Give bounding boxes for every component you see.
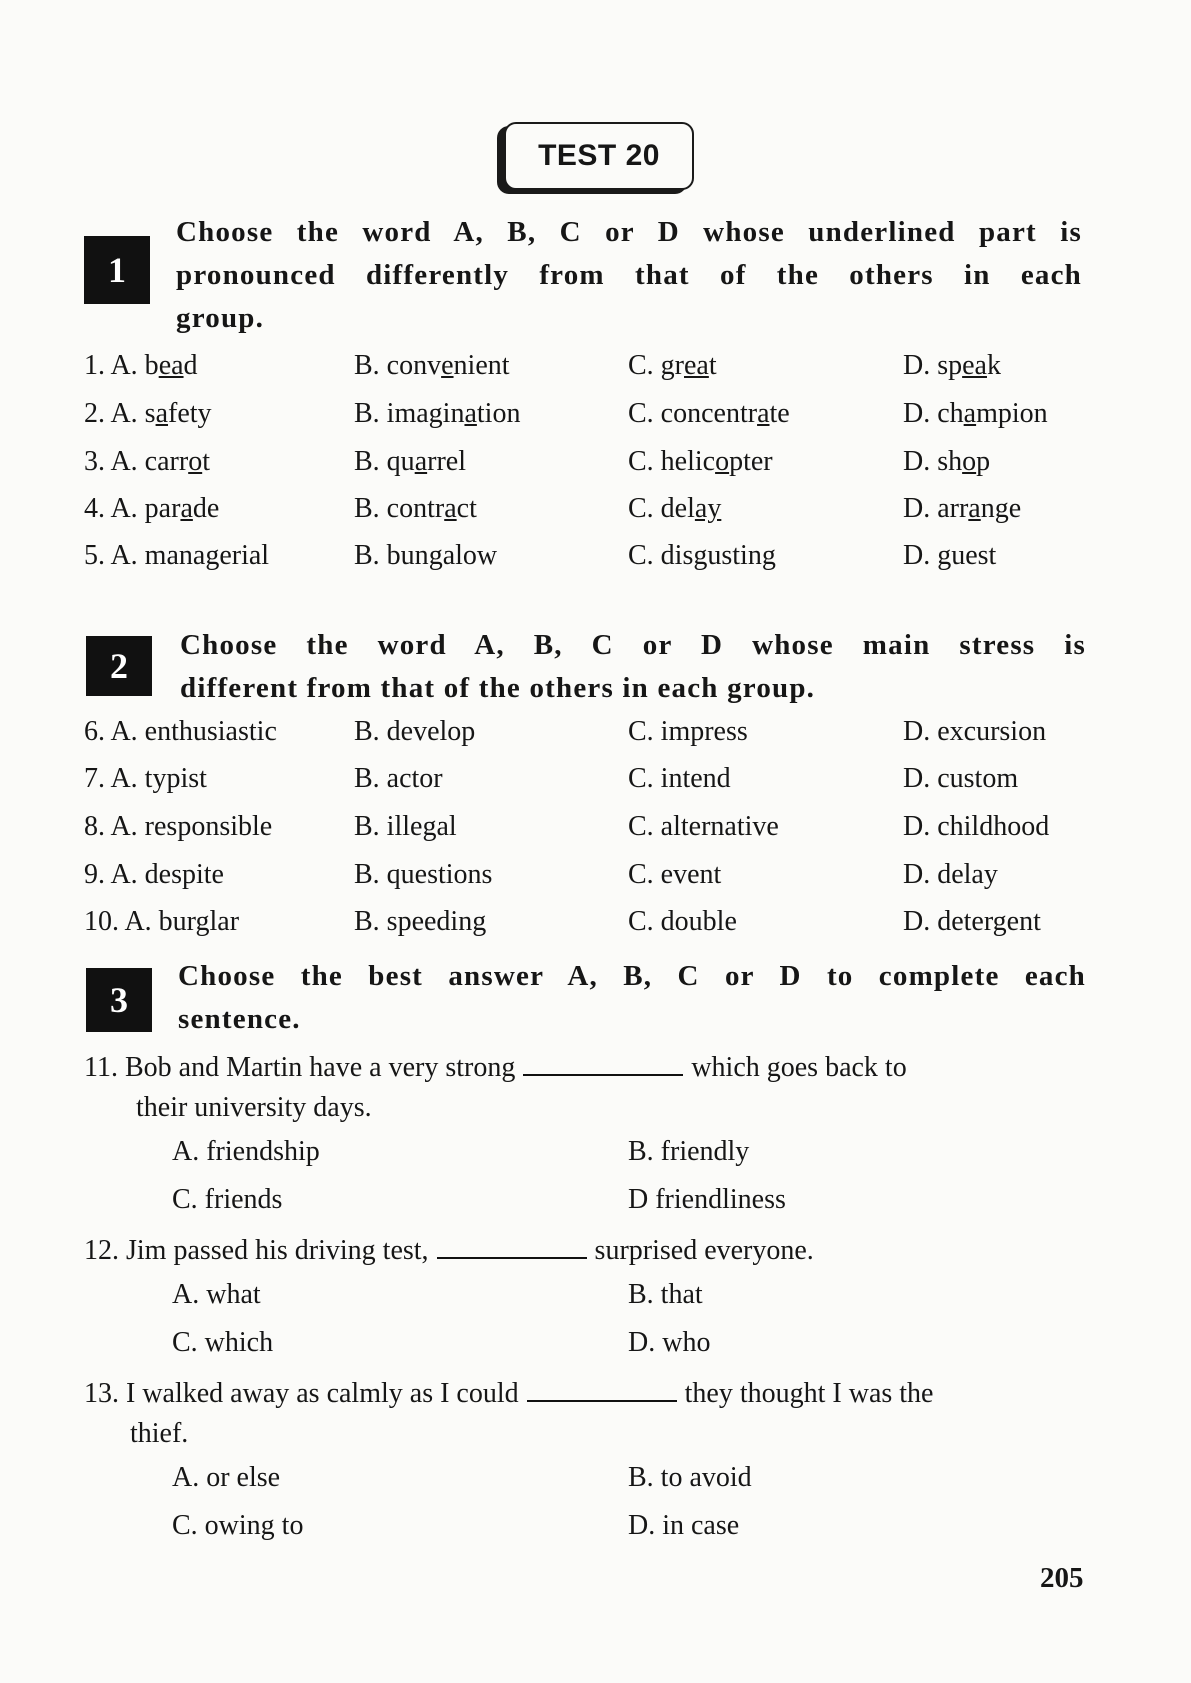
instruction-line: Choose the word A, B, C or D whose underlined part is [176, 216, 1082, 248]
answer-option: B. that [628, 1279, 703, 1310]
question-text-before: I walked away as calmly as I could [126, 1378, 519, 1409]
section-3-badge: 3 [86, 968, 152, 1032]
option-text: ct [456, 493, 477, 524]
option-text: B. imagin [354, 398, 465, 429]
question-row [0, 493, 1191, 533]
option-text: D. [903, 540, 938, 571]
option-text: te [769, 398, 790, 429]
option-text: C. dis [628, 540, 694, 571]
option-text: C. del [628, 493, 695, 524]
option [903, 446, 990, 478]
answer-option: C. friends [172, 1184, 283, 1215]
option-text: alow [442, 540, 498, 571]
answer-option: A. what [172, 1279, 261, 1310]
option [628, 493, 721, 525]
underlined-part: o [188, 446, 203, 477]
option-text: erial [219, 540, 270, 571]
option-text: C. helic [628, 446, 716, 477]
question-text-after: they thought I was the [684, 1378, 934, 1409]
underlined-part: a [464, 398, 477, 429]
option: B. actor [354, 763, 443, 794]
option [84, 398, 212, 430]
question-row [0, 716, 1191, 756]
option-text: D. ch [903, 398, 964, 429]
option [628, 398, 790, 430]
option-text: nient [453, 350, 510, 381]
option: 6. A. enthusiastic [84, 716, 277, 747]
option-text: d [183, 350, 198, 381]
option [628, 446, 773, 478]
section-1-badge: 1 [84, 236, 150, 304]
option: C. double [628, 906, 737, 937]
option-text: 1. A. b [84, 350, 159, 381]
question-text-before: Jim passed his driving test, [126, 1235, 429, 1266]
option-text: B. qu [354, 446, 415, 477]
answer-option: A. or else [172, 1462, 281, 1493]
option: C. alternative [628, 811, 779, 842]
option: D. excursion [903, 716, 1047, 747]
instruction-line: group. [176, 302, 265, 334]
option [354, 398, 520, 430]
option-text: 4. A. par [84, 493, 181, 524]
answer-option: D. in case [628, 1510, 740, 1541]
option-text: nge [980, 493, 1022, 524]
option: B. develop [354, 716, 476, 747]
question-text-after: surprised everyone. [594, 1235, 814, 1266]
test-title: TEST 20 [504, 122, 694, 190]
question-text-continuation: thief. [130, 1418, 189, 1449]
option-text: B. conv [354, 350, 442, 381]
option-text: tion [476, 398, 521, 429]
option [903, 350, 1001, 382]
option-text: 3. A. carr [84, 446, 189, 477]
option [903, 398, 1048, 430]
question-11 [84, 1048, 1094, 1088]
option [84, 540, 269, 572]
answer-option: D. who [628, 1327, 711, 1358]
option: 10. A. burglar [84, 906, 240, 937]
question-12 [84, 1231, 1094, 1271]
option: C. impress [628, 716, 748, 747]
answer-option: C. which [172, 1327, 274, 1358]
question-row [0, 811, 1191, 851]
underlined-part: ea [962, 350, 987, 381]
option-text: D. sh [903, 446, 963, 477]
option-text: uest [951, 540, 997, 571]
underlined-part: ay [694, 493, 722, 524]
question-row [0, 859, 1191, 899]
section-3-instruction [178, 955, 1086, 1041]
option [628, 540, 776, 572]
underlined-part: g [693, 540, 708, 571]
option: C. event [628, 859, 722, 890]
option-text: pter [729, 446, 773, 477]
question-number: 11. [84, 1052, 118, 1083]
answer-option: D friendliness [628, 1184, 786, 1215]
option-text: rrel [427, 446, 466, 477]
option: 8. A. responsible [84, 811, 273, 842]
question-row [0, 350, 1191, 390]
underlined-part: a [180, 493, 193, 524]
answer-blank [527, 1378, 677, 1402]
option-text: t [708, 350, 717, 381]
question-text-continuation: their university days. [136, 1092, 372, 1123]
section-2-badge: 2 [86, 636, 152, 696]
option-text: usting [707, 540, 776, 571]
option-text: p [976, 446, 991, 477]
question-row [0, 540, 1191, 580]
option-text: D. arr [903, 493, 969, 524]
underlined-part: ea [684, 350, 709, 381]
option: 7. A. typist [84, 763, 207, 794]
answer-option: C. owing to [172, 1510, 304, 1541]
answer-option: A. friendship [172, 1136, 320, 1167]
answer-option: B. friendly [628, 1136, 750, 1167]
question-number: 13. [84, 1378, 119, 1409]
option: D. detergent [903, 906, 1041, 937]
option: C. intend [628, 763, 731, 794]
option [354, 350, 510, 382]
section-1-instruction [176, 211, 1082, 340]
option-text: fety [168, 398, 212, 429]
question-row [0, 763, 1191, 803]
option: D. childhood [903, 811, 1050, 842]
question-row [0, 398, 1191, 438]
option-text: 2. A. s [84, 398, 156, 429]
option-text: C. gr [628, 350, 684, 381]
underlined-part: o [962, 446, 977, 477]
question-13 [84, 1374, 1094, 1414]
option [84, 446, 210, 478]
option [84, 493, 219, 525]
option [628, 350, 717, 382]
question-text-after: which goes back to [691, 1052, 907, 1083]
underlined-part: g [428, 540, 443, 571]
underlined-part: a [968, 493, 981, 524]
option-text: D. sp [903, 350, 963, 381]
option: B. questions [354, 859, 493, 890]
option: B. illegal [354, 811, 457, 842]
underlined-part: g [205, 540, 220, 571]
underlined-part: a [155, 398, 169, 429]
instruction-line: pronounced differently from that of the others in each [176, 259, 1082, 291]
option-text: de [192, 493, 220, 524]
underlined-part: a [444, 493, 457, 524]
answer-option: B. to avoid [628, 1462, 752, 1493]
underlined-part: a [757, 398, 770, 429]
option [354, 540, 497, 572]
option [903, 540, 996, 572]
underlined-part: a [414, 446, 428, 477]
option-text: k [986, 350, 1001, 381]
section-2-instruction [180, 624, 1086, 710]
instruction-line: sentence. [178, 1003, 301, 1035]
option: D. custom [903, 763, 1019, 794]
question-row [0, 906, 1191, 946]
option [354, 446, 466, 478]
underlined-part: a [963, 398, 977, 429]
option: B. speeding [354, 906, 487, 937]
answer-blank [523, 1052, 683, 1076]
option: D. delay [903, 859, 998, 890]
page-number: 205 [1040, 1562, 1084, 1594]
underlined-part: o [715, 446, 730, 477]
instruction-line: different from that of the others in each group. [180, 672, 816, 704]
question-text-before: Bob and Martin have a very strong [124, 1052, 516, 1083]
instruction-line: Choose the word A, B, C or D whose main stress is [180, 629, 1086, 661]
question-number: 12. [84, 1235, 119, 1266]
question-11-continuation [136, 1088, 1146, 1128]
option: 9. A. despite [84, 859, 224, 890]
underlined-part: g [937, 540, 952, 571]
option-text: t [202, 446, 210, 477]
underlined-part: ea [158, 350, 184, 381]
underlined-part: e [441, 350, 454, 381]
option-text: B. bun [354, 540, 429, 571]
option-text: mpion [976, 398, 1048, 429]
option-text: 5. A. mana [84, 540, 206, 571]
option [84, 350, 198, 382]
question-row [0, 446, 1191, 486]
option-text: C. concentr [628, 398, 758, 429]
instruction-line: Choose the best answer A, B, C or D to complete each [178, 960, 1086, 992]
option [354, 493, 477, 525]
option-text: B. contr [354, 493, 445, 524]
option [903, 493, 1021, 525]
question-13-continuation [130, 1414, 1140, 1454]
answer-blank [437, 1235, 587, 1259]
